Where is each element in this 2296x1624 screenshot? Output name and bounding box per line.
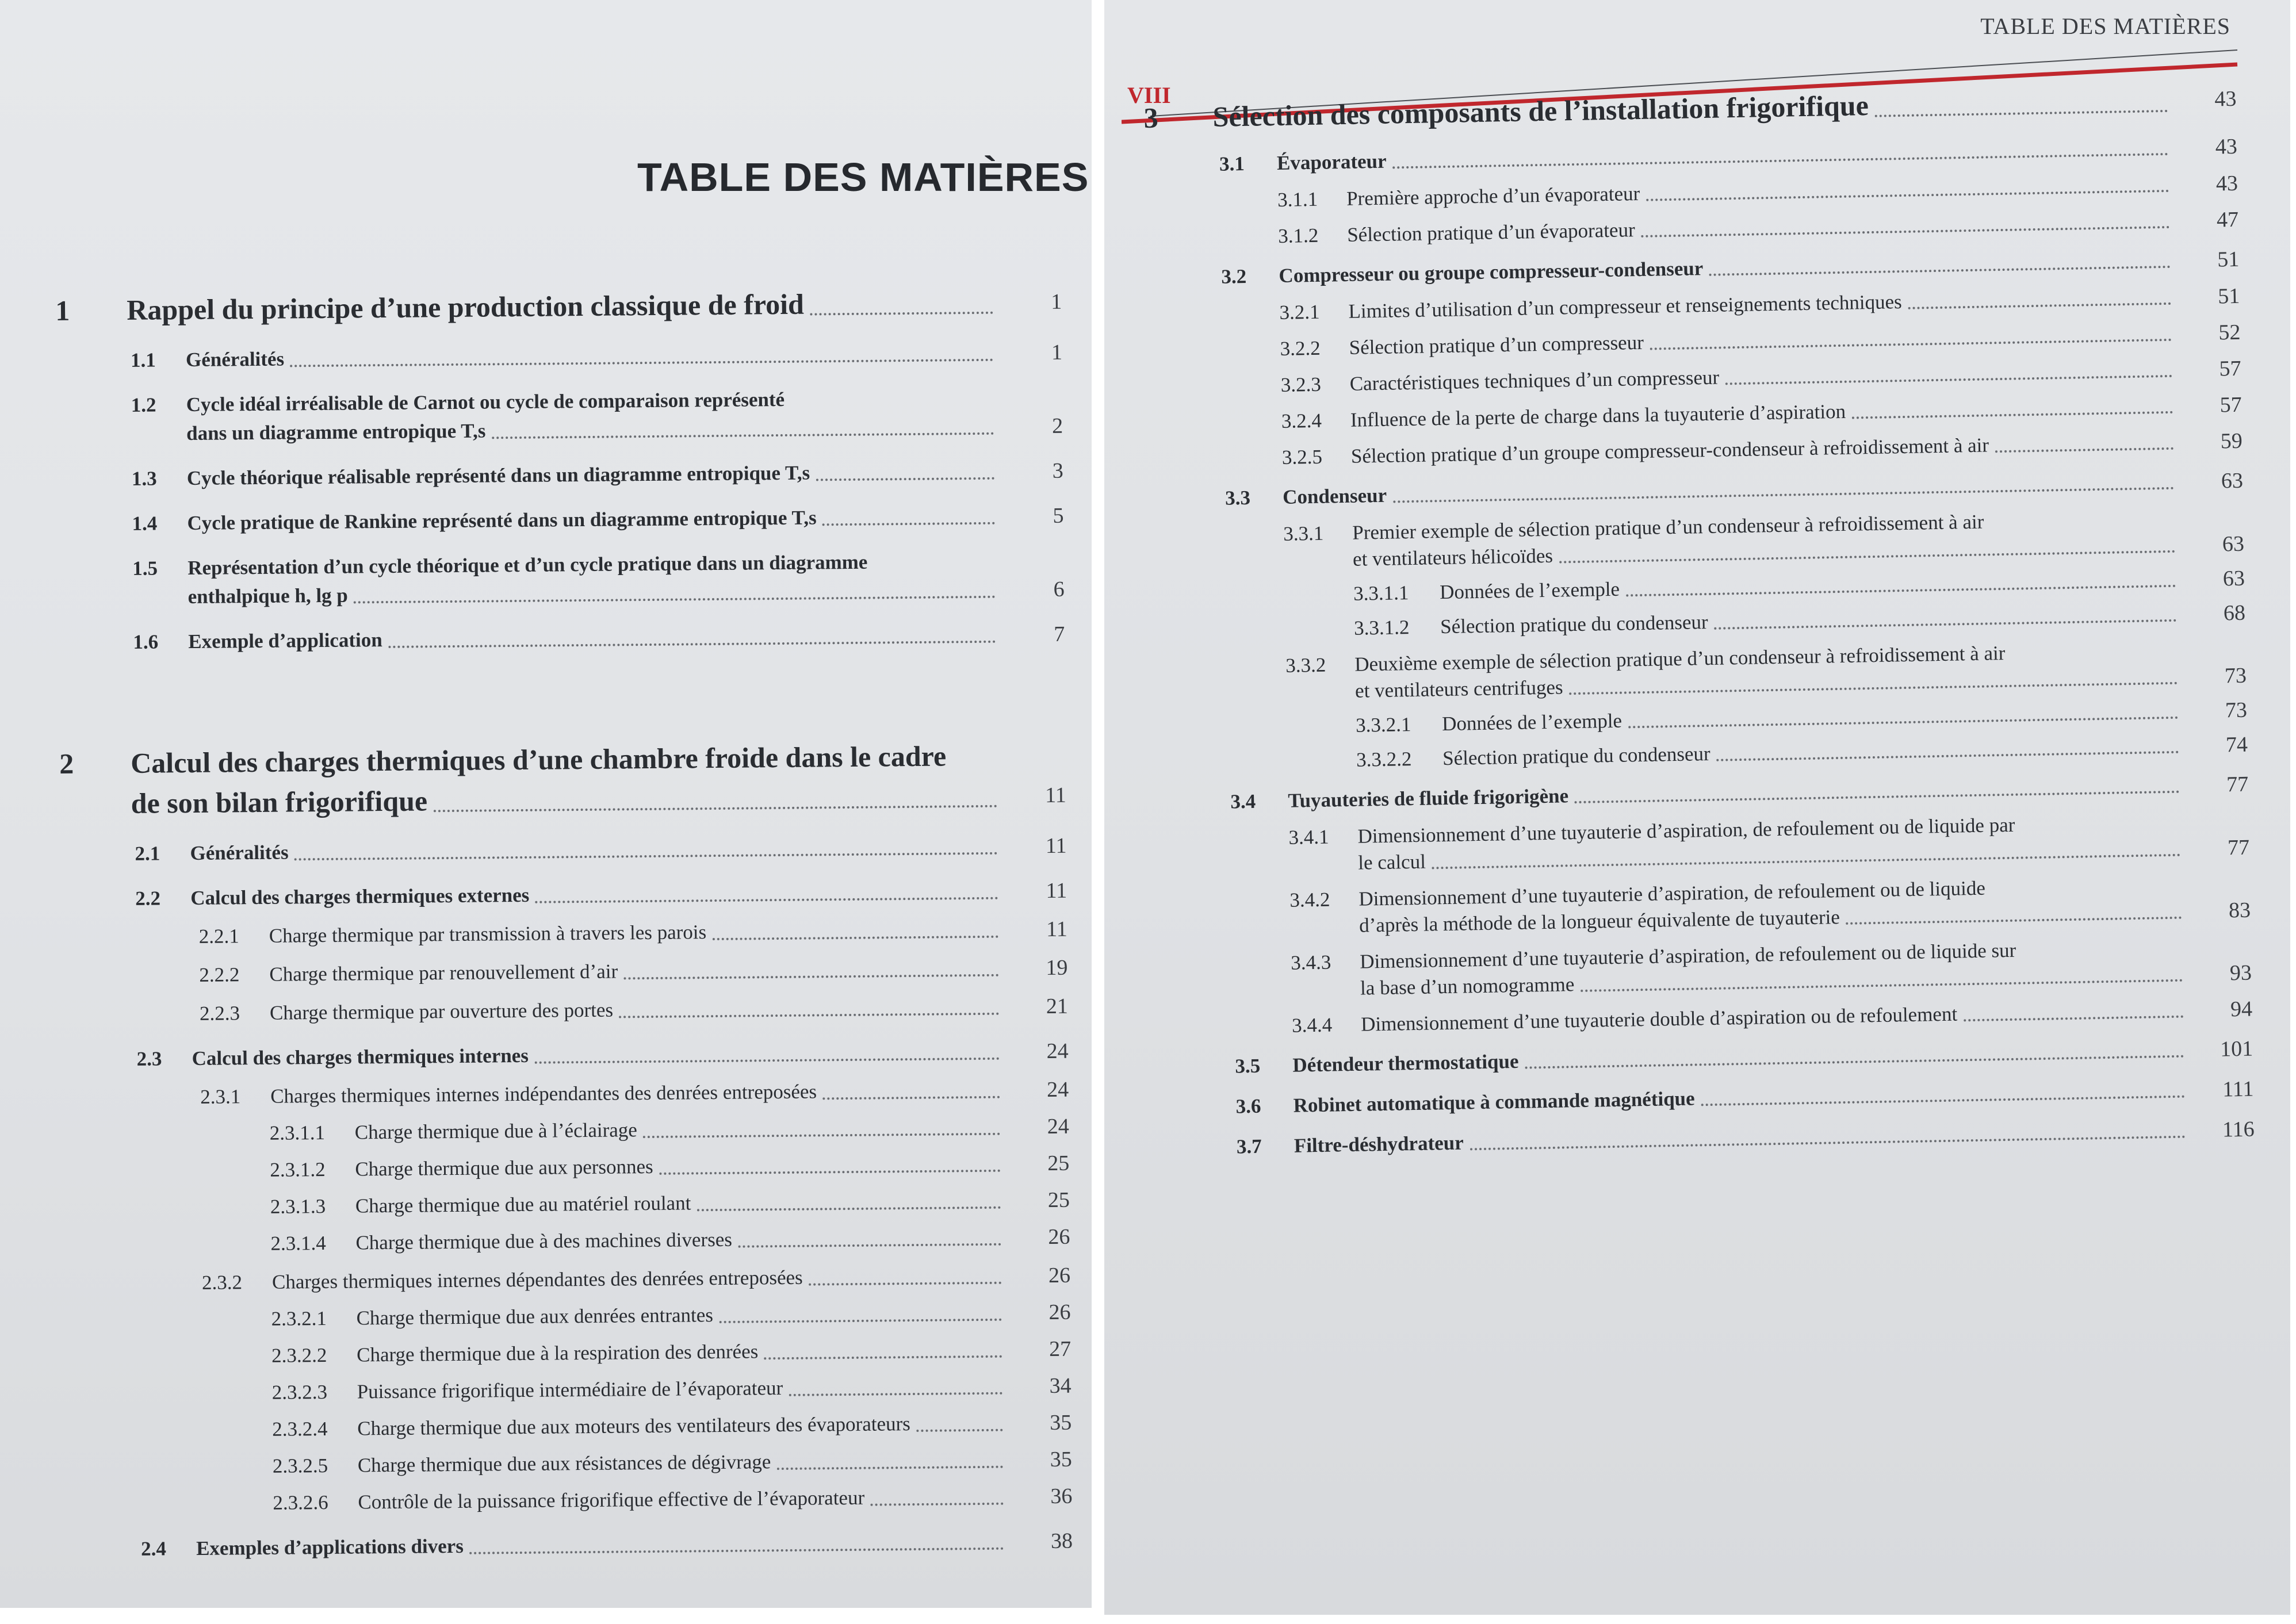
toc-entry-number: 1.5 xyxy=(132,557,158,580)
toc-entry-page: 57 xyxy=(2219,356,2241,381)
toc-entry xyxy=(64,1261,1070,1299)
toc-entry-number: 3.2.4 xyxy=(1281,409,1322,432)
toc-entry-title: Dimensionnement d’une tuyauterie d’aspiration, de refoulement ou de liquide sur xyxy=(1359,939,2016,973)
toc-entry-title: Sélection pratique d’un compresseur xyxy=(1349,331,1644,359)
toc-entry-title: Sélection pratique du condenseur xyxy=(1440,611,1708,638)
toc-entry-number: 3.3.2.1 xyxy=(1355,713,1411,737)
toc-entry-title: Compresseur ou groupe compresseur-condenseur xyxy=(1279,257,1704,287)
toc-entry-number: 2.3.1.2 xyxy=(270,1158,326,1181)
toc-entry-page: 116 xyxy=(2222,1117,2255,1142)
toc-entry xyxy=(1157,871,2251,943)
toc-entry-page: 73 xyxy=(2224,663,2247,688)
toc-entry-title: Sélection pratique d’un évaporateur xyxy=(1346,219,1636,246)
toc-entry-number: 3.3.1.2 xyxy=(1353,616,1410,639)
toc-entry-page: 47 xyxy=(2216,207,2239,232)
toc-entry-page: 38 xyxy=(1050,1529,1073,1553)
toc-entry-number: 2.3 xyxy=(136,1047,162,1070)
toc-entry-number: 3.2.5 xyxy=(1281,445,1323,469)
toc-entry-number: 1.3 xyxy=(131,467,157,490)
toc-entry-title: Premier exemple de sélection pratique d’un condenseur à refroidissement à air xyxy=(1352,510,1984,544)
left-page xyxy=(0,0,1092,1608)
toc-entry-title: Condenseur xyxy=(1282,484,1387,508)
toc-entry-number: 3.1.2 xyxy=(1277,224,1319,247)
toc-entry-page: 101 xyxy=(2220,1036,2253,1062)
toc-entry-page: 94 xyxy=(2230,997,2253,1022)
toc-entry xyxy=(63,1186,1070,1223)
toc-entry-page: 3 xyxy=(1052,458,1063,483)
page-title: TABLE DES MATIÈRES xyxy=(637,155,1089,200)
toc-entry-number: 3.6 xyxy=(1235,1094,1261,1118)
toc-entry xyxy=(58,620,1065,657)
toc-entry xyxy=(57,501,1063,539)
toc-entry xyxy=(1150,428,2243,473)
toc-entry-page: 35 xyxy=(1050,1410,1072,1435)
toc-entry-title: Calcul des charges thermiques externes xyxy=(190,883,530,909)
toc-entry-title: Exemples d’applications divers xyxy=(196,1534,464,1560)
toc-entry-page: 11 xyxy=(1046,917,1067,942)
toc-entry xyxy=(63,1112,1069,1150)
toc-entry-number: 3.3.2.2 xyxy=(1356,748,1412,771)
toc-entry-title: et ventilateurs hélicoïdes xyxy=(1352,544,1553,570)
toc-entry-page: 73 xyxy=(2225,698,2248,723)
toc-entry-number: 2.3.2 xyxy=(201,1271,243,1294)
toc-entry-title: Calcul des charges thermiques d’une chambre froide dans le cadre xyxy=(130,740,947,779)
toc-entry xyxy=(66,1527,1073,1564)
toc-entry-page: 1 xyxy=(1051,340,1063,365)
toc-entry-title: Deuxième exemple de sélection pratique d’un condenseur à refroidissement à air xyxy=(1354,642,2006,676)
toc-entry-number: 3.1 xyxy=(1219,152,1245,175)
toc-entry-number: 3.3 xyxy=(1224,486,1251,510)
toc-entry-page: 63 xyxy=(2222,566,2245,591)
toc-entry-title: Charge thermique due aux personnes xyxy=(355,1155,653,1181)
toc-entry-title: Cycle idéal irréalisable de Carnot ou cycle de comparaison représenté xyxy=(186,388,785,416)
toc-entry xyxy=(62,1075,1069,1113)
toc-entry-page: 26 xyxy=(1048,1300,1071,1324)
toc-entry xyxy=(60,876,1067,914)
toc-entry-page: 11 xyxy=(1045,833,1067,859)
toc-entry xyxy=(58,546,1065,612)
toc-entry-number: 2.3.2.5 xyxy=(272,1454,328,1477)
toc-entry-title: la base d’un nomogramme xyxy=(1360,973,1575,999)
toc-entry-page: 63 xyxy=(2222,531,2245,557)
toc-entry-title: Dimensionnement d’une tuyauterie double d’aspiration ou de refoulement xyxy=(1360,1002,1958,1036)
toc-entry-page: 27 xyxy=(1048,1336,1072,1361)
toc-entry xyxy=(64,1335,1071,1372)
toc-entry-number: 3.2.3 xyxy=(1280,373,1322,396)
toc-entry xyxy=(1151,504,2244,576)
toc-entry xyxy=(1161,1075,2254,1122)
toc-entry-title: Charge thermique due aux moteurs des ventilateurs des évaporateurs xyxy=(357,1412,910,1440)
toc-entry-number: 3.2.1 xyxy=(1279,300,1320,324)
toc-entry-number: 3.3.2 xyxy=(1285,653,1326,677)
toc-entry-page: 11 xyxy=(1046,878,1067,903)
toc-entry-number: 1.6 xyxy=(133,630,159,653)
toc-entry-title: Données de l’exemple xyxy=(1439,577,1620,604)
toc-entry-page: 59 xyxy=(2220,428,2243,454)
page-number: VIII xyxy=(1127,82,1171,108)
toc-entry-title: Contrôle de la puissance frigorifique effective de l’évaporateur xyxy=(358,1486,865,1514)
toc-entry-title: Sélection pratique du condenseur xyxy=(1442,742,1710,770)
toc-entry-page: 35 xyxy=(1050,1447,1072,1472)
toc-entry-number: 2.3.2.6 xyxy=(273,1491,328,1514)
toc-entry-page: 77 xyxy=(2226,772,2249,797)
toc-entry-page: 25 xyxy=(1047,1151,1070,1176)
toc-entry-page: 93 xyxy=(2229,960,2252,986)
toc-entry-number: 2.3.2.3 xyxy=(271,1380,328,1404)
toc-entry-number: 3.4 xyxy=(1230,790,1256,813)
toc-entry-title: de son bilan frigorifique xyxy=(131,784,428,819)
toc-entry-number: 2.4 xyxy=(140,1537,167,1560)
toc-entry-number: 1.2 xyxy=(131,393,156,416)
toc-entry-title: le calcul xyxy=(1357,850,1426,874)
toc-entry-title: Charge thermique due à la respiration des denrées xyxy=(357,1340,759,1366)
toc-entry-page: 21 xyxy=(1046,994,1069,1019)
toc-entry xyxy=(56,383,1063,449)
toc-entry-page: 43 xyxy=(2214,86,2237,112)
toc-entry-number: 3.4.3 xyxy=(1290,951,1331,974)
toc-entry-title: Sélection pratique d’un groupe compresseur-condenseur à refroidissement à air xyxy=(1350,434,1989,468)
toc-entry-number: 2.2.1 xyxy=(198,925,239,948)
toc-entry-title: Robinet automatique à commande magnétique xyxy=(1293,1087,1695,1117)
toc-entry-title: Généralités xyxy=(190,841,289,864)
toc-entry-page: 24 xyxy=(1047,1114,1069,1139)
toc-entry-title: Dimensionnement d’une tuyauterie d’aspiration, de refoulement ou de liquide par xyxy=(1357,813,2015,848)
toc-entry-page: 68 xyxy=(2223,600,2246,626)
toc-entry xyxy=(59,735,1066,824)
toc-entry-number: 3.3.1 xyxy=(1283,522,1324,545)
toc-entry xyxy=(1156,808,2249,880)
toc-entry-page: 57 xyxy=(2220,392,2243,418)
toc-entry-title: Charge thermique due à des machines diverses xyxy=(355,1228,733,1254)
toc-entry-page: 2 xyxy=(1051,413,1063,438)
toc-entry xyxy=(66,1445,1072,1483)
toc-entry-title: Cycle théorique réalisable représenté dans un diagramme entropique T,s xyxy=(186,461,810,490)
toc-entry-number: 2.1 xyxy=(135,842,160,865)
toc-entry-title: Limites d’utilisation d’un compresseur et renseignements techniques xyxy=(1348,290,1903,323)
toc-entry-title: Filtre-déshydrateur xyxy=(1294,1131,1464,1157)
toc-entry-number: 2.2 xyxy=(135,887,161,910)
toc-entry-title: Représentation d’un cycle théorique et d’un cycle pratique dans un diagramme xyxy=(187,550,868,580)
toc-entry-title: Charge thermique par renouvellement d’air xyxy=(269,960,618,986)
toc-entry-title: Données de l’exemple xyxy=(1441,709,1622,736)
toc-entry-number: 2.2.3 xyxy=(199,1002,240,1025)
toc-entry-title: Tuyauteries de fluide frigorigène xyxy=(1288,784,1569,812)
toc-entry-title: Rappel du principe d’une production classique de froid xyxy=(127,288,805,326)
toc-entry-page: 24 xyxy=(1046,1039,1069,1064)
toc-entry xyxy=(1160,996,2253,1041)
toc-entry-title: Première approche d’un évaporateur xyxy=(1346,182,1640,210)
toc-entry-title: Caractéristiques techniques d’un compresseur xyxy=(1349,366,1720,395)
toc-entry xyxy=(66,1482,1072,1519)
toc-entry-page: 26 xyxy=(1048,1224,1070,1249)
toc-entry-title: Exemple d’application xyxy=(188,629,382,653)
toc-entry xyxy=(61,915,1067,952)
toc-entry-title: enthalpique h, lg p xyxy=(187,584,348,608)
toc-entry-number: 2.3.1.1 xyxy=(269,1121,326,1144)
toc-entry-title: Charge thermique due aux résistances de dégivrage xyxy=(357,1450,771,1477)
toc-entry xyxy=(63,1223,1070,1260)
toc-entry-page: 74 xyxy=(2225,732,2248,757)
toc-entry-page: 63 xyxy=(2221,468,2244,493)
toc-entry-title: Charge thermique due aux denrées entrantes xyxy=(356,1304,714,1330)
toc-entry xyxy=(1146,206,2239,252)
toc-entry-title: Puissance frigorifique intermédiaire de l’évaporateur xyxy=(357,1377,783,1403)
toc-entry-number: 2 xyxy=(59,747,74,780)
toc-entry-title: Détendeur thermostatique xyxy=(1292,1050,1519,1077)
toc-entry-page: 7 xyxy=(1054,622,1065,646)
toc-entry-number: 2.3.2.4 xyxy=(272,1417,328,1441)
toc-entry xyxy=(64,1298,1070,1335)
toc-entry-page: 19 xyxy=(1046,955,1068,980)
toc-entry-title: dans un diagramme entropique T,s xyxy=(186,419,486,445)
toc-entry xyxy=(63,1149,1069,1186)
toc-entry-title: Sélection des composants de l’installation frigorifique xyxy=(1212,89,1869,133)
toc-entry-number: 3.4.1 xyxy=(1288,825,1329,849)
toc-entry-number: 3.7 xyxy=(1236,1135,1262,1158)
toc-entry-page: 6 xyxy=(1053,577,1065,602)
toc-entry xyxy=(65,1372,1072,1409)
toc-entry-page: 77 xyxy=(2227,835,2250,860)
toc-entry xyxy=(1162,1116,2255,1162)
toc-entry-page: 11 xyxy=(1044,783,1066,808)
right-page xyxy=(1104,0,2290,1615)
toc-entry-number: 3.1.1 xyxy=(1277,187,1318,211)
toc-entry-number: 2.2.2 xyxy=(199,963,240,986)
toc-entry-page: 51 xyxy=(2217,247,2240,272)
toc-entry-number: 3.4.2 xyxy=(1289,888,1330,911)
toc-entry-number: 1.1 xyxy=(130,348,156,371)
toc-entry-number: 3.5 xyxy=(1235,1054,1261,1078)
toc-entry xyxy=(1153,636,2247,708)
toc-entry-title: Généralités xyxy=(185,347,285,371)
toc-entry-number: 1 xyxy=(55,294,70,327)
toc-entry-page: 5 xyxy=(1053,503,1064,528)
toc-entry-number: 2.3.2.1 xyxy=(271,1307,327,1330)
toc-entry-number: 2.3.1 xyxy=(200,1085,241,1108)
toc-entry-number: 2.3.2.2 xyxy=(271,1343,327,1367)
toc-entry-page: 43 xyxy=(2215,171,2238,196)
toc-entry-number: 3 xyxy=(1143,101,1159,134)
toc-entry-number: 1.4 xyxy=(132,512,158,535)
toc-entry-title: et ventilateurs centrifuges xyxy=(1354,676,1563,702)
toc-entry-title: Dimensionnement d’une tuyauterie d’aspiration, de refoulement ou de liquide xyxy=(1359,876,1986,910)
toc-entry-page: 43 xyxy=(2215,134,2238,159)
toc-entry-page: 26 xyxy=(1048,1263,1071,1288)
toc-entry-title: Charge thermique due à l’éclairage xyxy=(354,1119,638,1144)
toc-entry-number: 2.3.1.3 xyxy=(270,1194,326,1218)
toc-entry-page: 1 xyxy=(1051,289,1062,314)
toc-entry xyxy=(1158,933,2252,1005)
toc-entry-page: 24 xyxy=(1047,1077,1069,1102)
toc-entry-title: Charge thermique due au matériel roulant xyxy=(355,1192,691,1217)
toc-entry-title: Charges thermiques internes dépendantes des denrées entreposées xyxy=(271,1266,803,1293)
toc-entry-title: Évaporateur xyxy=(1276,150,1387,174)
toc-entry-page: 52 xyxy=(2218,320,2241,345)
toc-entry xyxy=(61,953,1067,991)
toc-entry-title: Charges thermiques internes indépendantes des denrées entreposées xyxy=(270,1080,817,1108)
toc-entry-number: 3.2.2 xyxy=(1280,336,1321,360)
running-head: TABLE DES MATIÈRES xyxy=(1980,13,2230,39)
toc-entry-title: Influence de la perte de charge dans la tuyauterie d’aspiration xyxy=(1350,400,1846,431)
toc-entry-number: 3.2 xyxy=(1221,265,1247,288)
toc-entry-page: 111 xyxy=(2222,1077,2254,1102)
toc-entry xyxy=(62,1037,1068,1074)
toc-entry xyxy=(65,1408,1072,1446)
toc-entry-page: 25 xyxy=(1047,1188,1070,1212)
toc-entry-number: 2.3.1.4 xyxy=(270,1231,326,1255)
toc-entry-title: Charge thermique par transmission à travers les parois xyxy=(269,921,707,947)
toc-entry-title: Cycle pratique de Rankine représenté dans un diagramme entropique T,s xyxy=(187,506,817,535)
toc-entry xyxy=(57,457,1063,494)
toc-entry-page: 34 xyxy=(1049,1373,1072,1398)
toc-entry xyxy=(56,338,1062,376)
toc-entry-title: Calcul des charges thermiques internes xyxy=(192,1044,529,1070)
toc-entry-title: d’après la méthode de la longueur équivalente de tuyauterie xyxy=(1359,906,1840,937)
toc-entry xyxy=(1160,1035,2253,1082)
toc-entry xyxy=(60,832,1066,869)
toc-entry-number: 3.4.4 xyxy=(1291,1013,1333,1037)
toc-entry-page: 51 xyxy=(2217,284,2240,309)
toc-entry-page: 83 xyxy=(2228,898,2251,923)
toc-entry xyxy=(55,282,1062,331)
toc-entry xyxy=(62,992,1068,1029)
toc-entry-title: Charge thermique par ouverture des portes xyxy=(269,998,614,1024)
toc-entry-number: 3.3.1.1 xyxy=(1353,581,1409,605)
table-of-contents-left xyxy=(55,282,1073,1560)
toc-entry-page: 36 xyxy=(1050,1484,1073,1508)
